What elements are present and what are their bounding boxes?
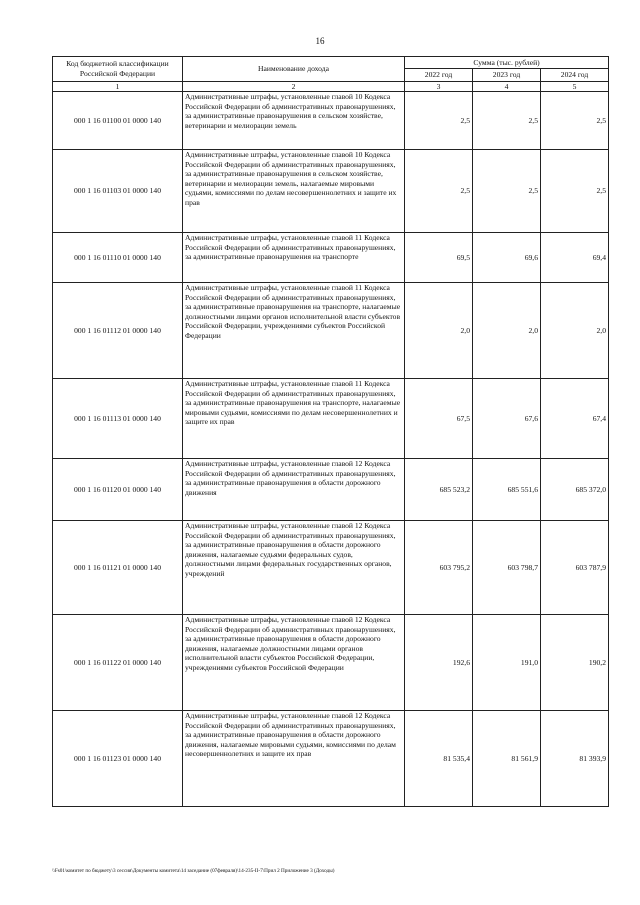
col-number: 1 [53,82,183,92]
header-year-2022: 2022 год [405,69,473,82]
row-code: 000 1 16 01122 01 0000 140 [53,615,183,711]
row-value-2022: 603 795,2 [405,521,473,615]
row-value-2022: 69,5 [405,233,473,283]
row-value-2023: 191,0 [473,615,541,711]
row-value-2024: 603 787,9 [541,521,609,615]
row-value-2022: 2,0 [405,283,473,379]
row-name: Административные штрафы, установленные главой 11 Кодекса Российской Федерации об административных правонарушениях, за административные правонарушения на транспорте, налагаемые мировыми судьями, комиссиями по делам несовершеннолетних и защите их прав [183,379,405,459]
row-value-2022: 192,6 [405,615,473,711]
row-value-2024: 190,2 [541,615,609,711]
row-name: Административные штрафы, установленные главой 10 Кодекса Российской Федерации об административных правонарушениях, за административные правонарушения в сельском хозяйстве, ветеринарии и мелиорации земель, налагаемые мировыми судьями, комиссиями по делам несовершеннолетних и защите их прав [183,150,405,233]
col-number: 4 [473,82,541,92]
row-value-2023: 69,6 [473,233,541,283]
row-value-2023: 2,5 [473,92,541,150]
header-code: Код бюджетной классификации Российской Федерации [53,57,183,82]
row-name: Административные штрафы, установленные главой 12 Кодекса Российской Федерации об административных правонарушениях, за административные правонарушения в области дорожного движения [183,459,405,521]
row-value-2023: 2,0 [473,283,541,379]
row-value-2023: 2,5 [473,150,541,233]
page-number: 16 [315,36,325,46]
row-name: Административные штрафы, установленные главой 12 Кодекса Российской Федерации об административных правонарушениях, за административные правонарушения в области дорожного движения, налагаемые должностными лицами органов исполнительной власти субъектов Российской Федерации, учреждениями субъектов Российской Федерации [183,615,405,711]
header-year-2024: 2024 год [541,69,609,82]
row-code: 000 1 16 01120 01 0000 140 [53,459,183,521]
row-value-2022: 685 523,2 [405,459,473,521]
header-name: Наименование дохода [183,57,405,82]
row-value-2022: 2,5 [405,150,473,233]
col-number: 5 [541,82,609,92]
row-value-2024: 69,4 [541,233,609,283]
row-name: Административные штрафы, установленные главой 12 Кодекса Российской Федерации об административных правонарушениях, за административные правонарушения в области дорожного движения, налагаемые мировыми судьями, комиссиями по делам несовершеннолетних и защите их прав [183,711,405,807]
row-value-2023: 685 551,6 [473,459,541,521]
row-value-2022: 81 535,4 [405,711,473,807]
row-code: 000 1 16 01123 01 0000 140 [53,711,183,807]
row-value-2024: 2,5 [541,150,609,233]
row-code: 000 1 16 01112 01 0000 140 [53,283,183,379]
table-row [53,459,609,521]
row-name: Административные штрафы, установленные главой 11 Кодекса Российской Федерации об административных правонарушениях, за административные правонарушения на транспорте, налагаемые должностными лицами органов исполнительной власти субъектов Российской Федерации, учреждениями субъектов Российской Федерации [183,283,405,379]
row-name: Административные штрафы, установленные главой 10 Кодекса Российской Федерации об административных правонарушениях, за административные правонарушения в сельском хозяйстве, ветеринарии и мелиорации земель [183,92,405,150]
row-value-2023: 603 798,7 [473,521,541,615]
row-code: 000 1 16 01100 01 0000 140 [53,92,183,150]
row-value-2024: 67,4 [541,379,609,459]
table-row [53,92,609,150]
header-year-2023: 2023 год [473,69,541,82]
table-row [53,711,609,807]
table-row [53,379,609,459]
table-row [53,521,609,615]
budget-revenue-table [52,56,609,807]
table-row [53,233,609,283]
row-code: 000 1 16 01121 01 0000 140 [53,521,183,615]
row-value-2024: 81 393,9 [541,711,609,807]
row-code: 000 1 16 01110 01 0000 140 [53,233,183,283]
row-value-2024: 2,0 [541,283,609,379]
col-number: 3 [405,82,473,92]
row-value-2024: 2,5 [541,92,609,150]
row-name: Административные штрафы, установленные главой 11 Кодекса Российской Федерации об административных правонарушениях, за административные правонарушения на транспорте [183,233,405,283]
col-number: 2 [183,82,405,92]
row-value-2022: 2,5 [405,92,473,150]
row-code: 000 1 16 01103 01 0000 140 [53,150,183,233]
row-value-2023: 81 561,9 [473,711,541,807]
file-path-footer: \\Fs01\комитет по бюджету\3 сессия\Документы комитета\14 заседание (07февраля)\14-235-II-7\Прил 2 Приложение 3 (Доходы) [52,868,335,874]
table-row [53,283,609,379]
row-value-2024: 685 372,0 [541,459,609,521]
table-row [53,150,609,233]
row-value-2023: 67,6 [473,379,541,459]
row-name: Административные штрафы, установленные главой 12 Кодекса Российской Федерации об административных правонарушениях, за административные правонарушения в области дорожного движения, налагаемые судьями федеральных судов, должностными лицами федеральных государственных органов, учреждений [183,521,405,615]
row-code: 000 1 16 01113 01 0000 140 [53,379,183,459]
row-value-2022: 67,5 [405,379,473,459]
column-number-row [53,82,609,92]
header-sum: Сумма (тыс. рублей) [405,57,609,69]
table-row [53,615,609,711]
